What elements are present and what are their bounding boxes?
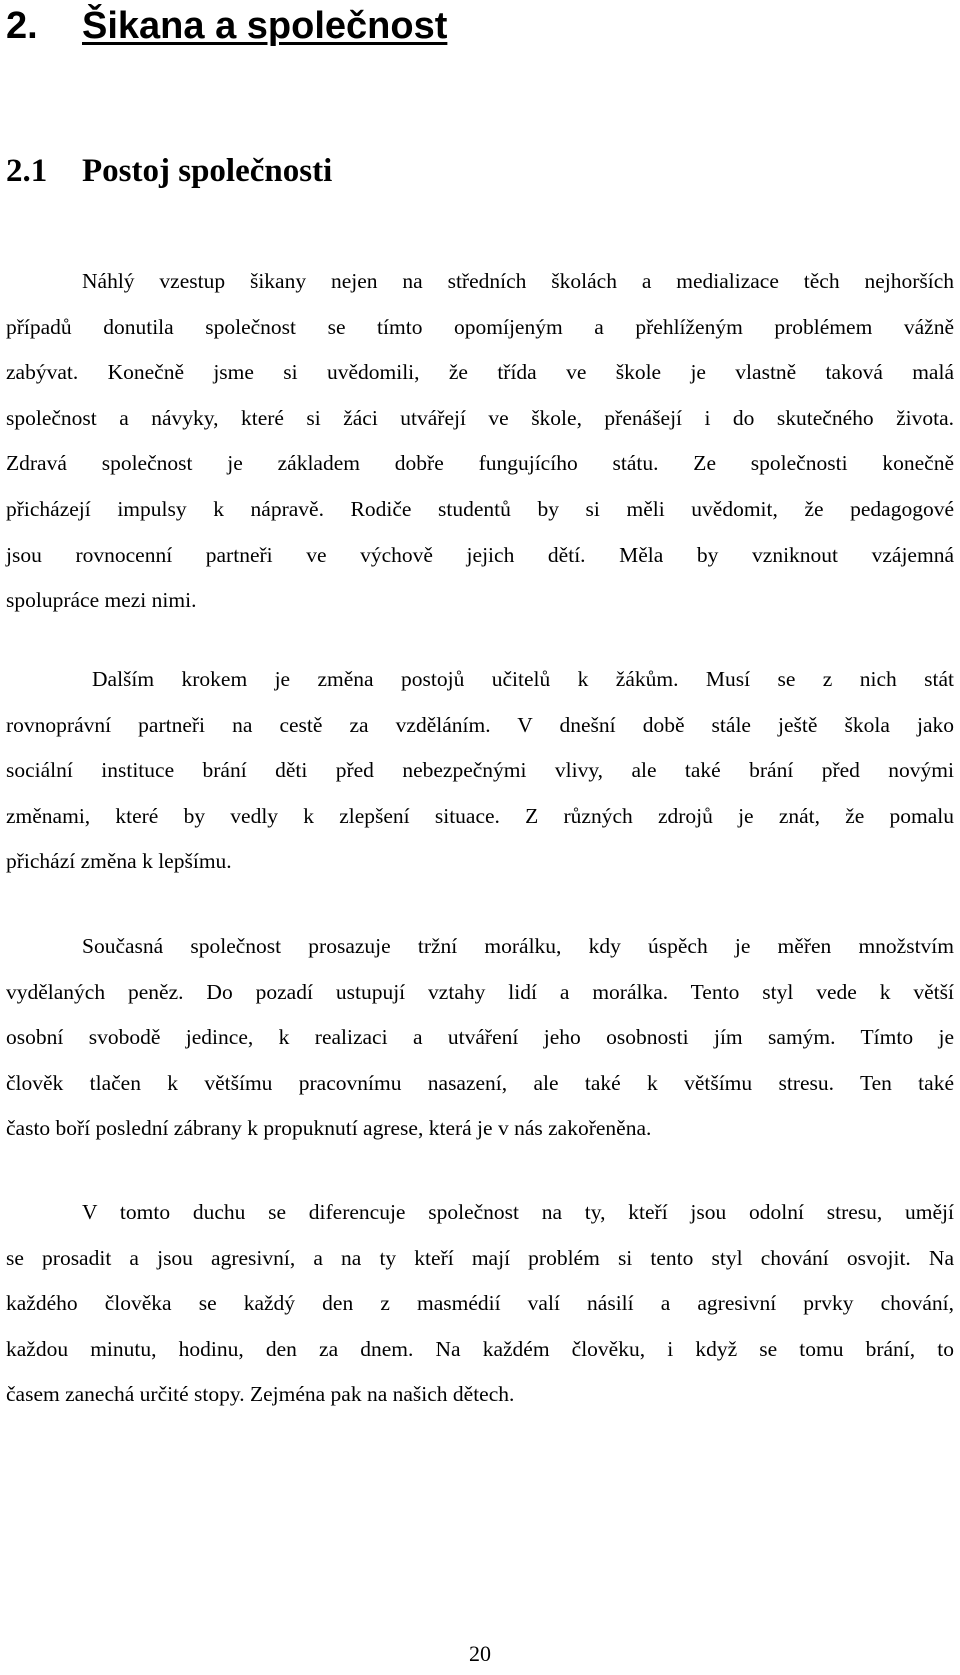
- paragraph-line: spolupráce mezi nimi.: [6, 588, 197, 613]
- section-heading: [6, 150, 332, 192]
- paragraph-line: Zdravá společnost je základem dobře fungujícího státu. Ze společnosti konečně: [6, 451, 954, 476]
- paragraph-line: rovnoprávní partneři na cestě za vzděláním. V dnešní době stále ještě škola jako: [6, 712, 954, 737]
- chapter-number: 2.: [6, 5, 38, 47]
- paragraph-2: [6, 657, 954, 885]
- paragraph-line: změnami, které by vedly k zlepšení situace. Z různých zdrojů je znát, že pomalu: [6, 803, 954, 828]
- paragraph-line: často boří poslední zábrany k propuknutí agrese, která je v nás zakořeněna.: [6, 1116, 652, 1141]
- paragraph-line: sociální instituce brání děti před nebezpečnými vlivy, ale také brání před novými: [6, 758, 954, 783]
- paragraph-line: Náhlý vzestup šikany nejen na středních školách a medializace těch nejhorších: [82, 269, 954, 293]
- page-number: 20: [469, 1641, 491, 1666]
- paragraph-line: přicházejí impulsy k nápravě. Rodiče studentů by si měli uvědomit, že pedagogové: [6, 496, 954, 521]
- paragraph-line: Dalším krokem je změna postojů učitelů k žákům. Musí se z nich stát: [92, 667, 954, 691]
- section-number: 2.1: [6, 153, 48, 189]
- paragraph-3: [6, 924, 954, 1152]
- chapter-title: Šikana a společnost: [82, 5, 448, 47]
- paragraph-line: Současná společnost prosazuje tržní morálku, kdy úspěch je měřen množstvím: [82, 934, 954, 958]
- paragraph-line: jsou rovnocenní partneři ve výchově jejich dětí. Měla by vzniknout vzájemná: [6, 542, 954, 567]
- paragraph-line: každou minutu, hodinu, den za dnem. Na každém člověku, i když se tomu brání, to: [6, 1336, 954, 1361]
- paragraph-line: vydělaných peněz. Do pozadí ustupují vztahy lidí a morálka. Tento styl vede k větší: [6, 979, 954, 1004]
- paragraph-line: člověk tlačen k většímu pracovnímu nasazení, ale také k většímu stresu. Ten také: [6, 1070, 954, 1095]
- paragraph-line: V tomto duchu se diferencuje společnost na ty, kteří jsou odolní stresu, umějí: [82, 1200, 954, 1224]
- paragraph-line: společnost a návyky, které si žáci utvářejí ve škole, přenášejí i do skutečného života.: [6, 405, 954, 430]
- paragraph-line: osobní svobodě jedince, k realizaci a utváření jeho osobnosti jím samým. Tímto je: [6, 1025, 954, 1050]
- paragraph-line: případů donutila společnost se tímto opomíjeným a přehlíženým problémem vážně: [6, 314, 954, 339]
- section-title: Postoj společnosti: [82, 153, 333, 189]
- paragraph-1: [6, 259, 954, 624]
- paragraph-line: časem zanechá určité stopy. Zejména pak na našich dětech.: [6, 1382, 515, 1407]
- paragraph-4: [6, 1190, 954, 1418]
- paragraph-line: každého člověka se každý den z masmédií valí násilí a agresivní prvky chování,: [6, 1291, 954, 1316]
- paragraph-line: zabývat. Konečně jsme si uvědomili, že třída ve škole je vlastně taková malá: [6, 360, 954, 385]
- paragraph-line: se prosadit a jsou agresivní, a na ty kteří mají problém si tento styl chování osvojit. Na: [6, 1245, 954, 1270]
- paragraph-line: přichází změna k lepšímu.: [6, 849, 232, 874]
- chapter-heading: [6, 2, 447, 50]
